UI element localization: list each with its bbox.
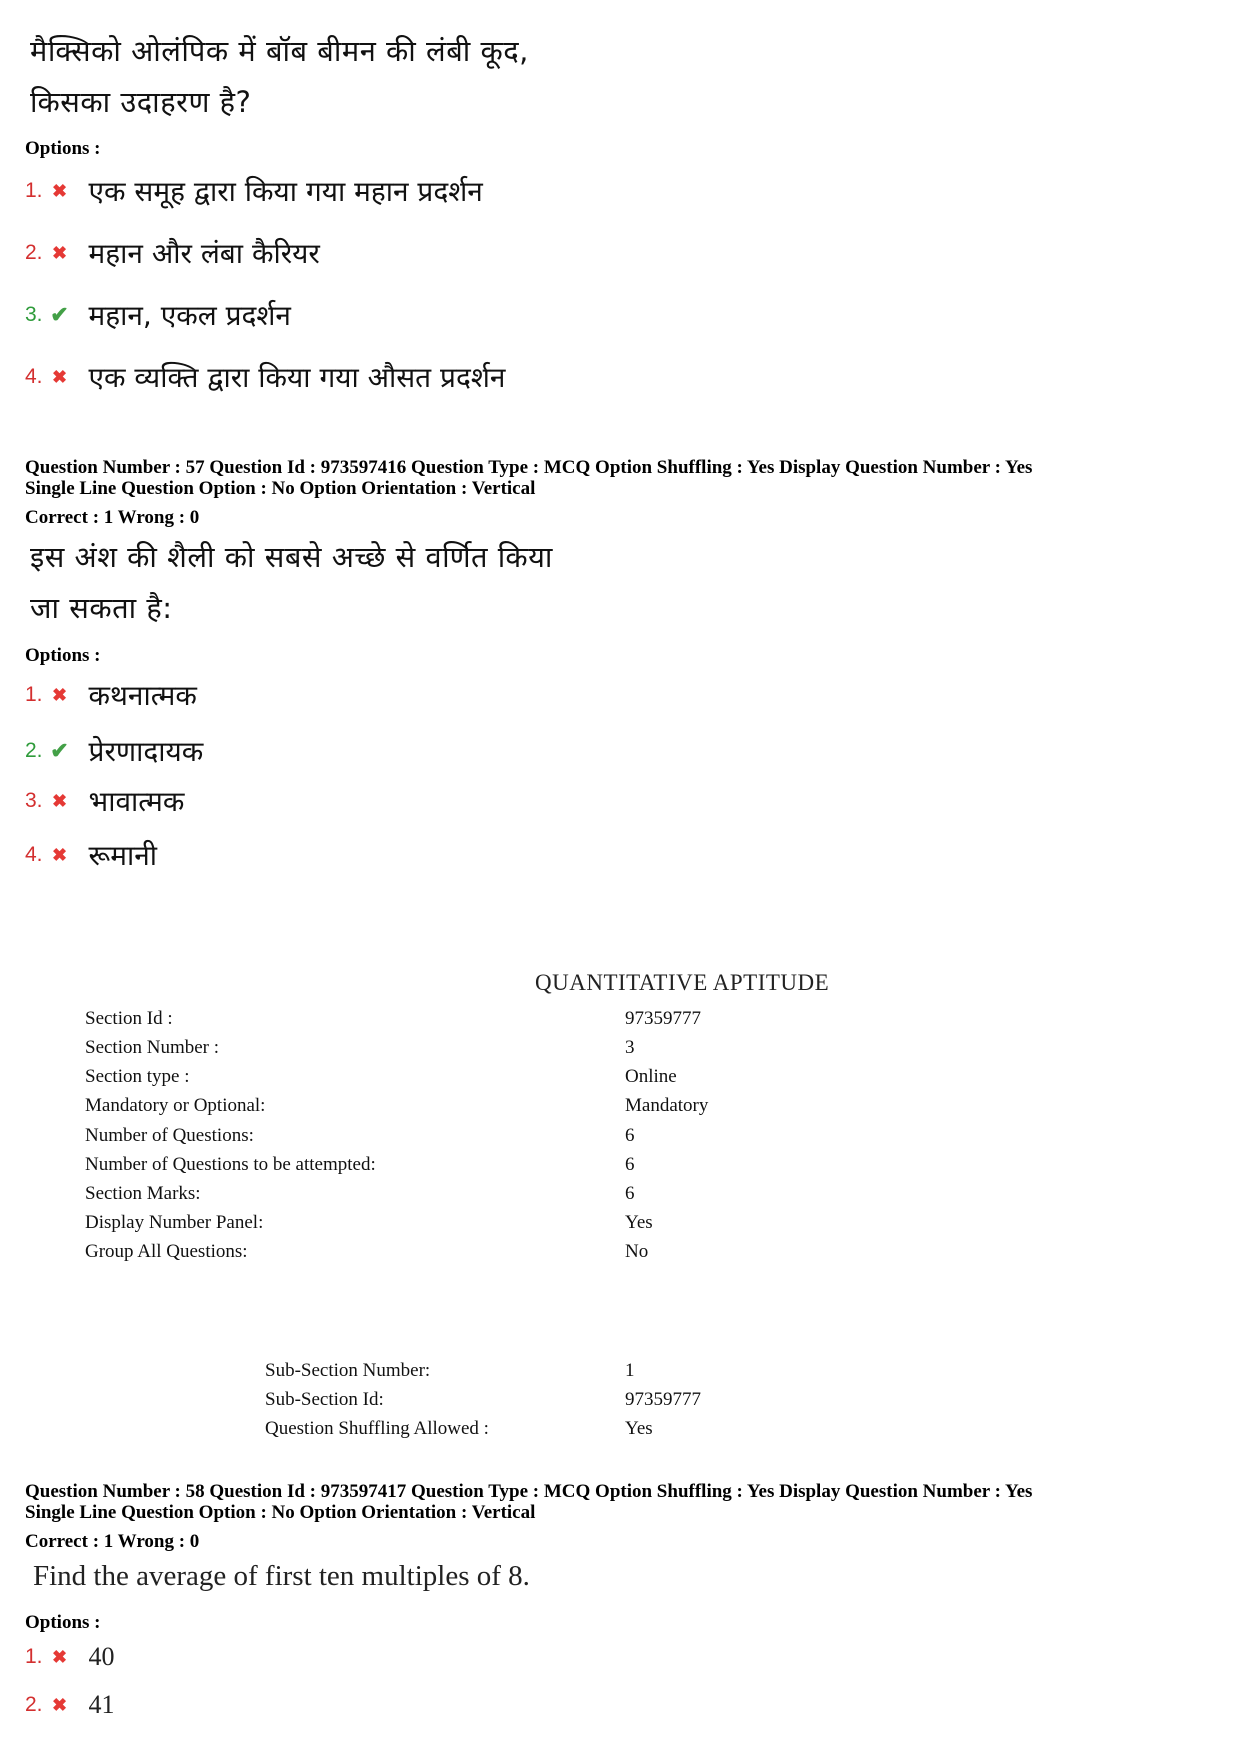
question-text-line: मैक्सिको ओलंपिक में बॉब बीमन की लंबी कूद, [30, 34, 529, 68]
options-label: Options : [25, 1612, 101, 1633]
question-meta [25, 1481, 1032, 1523]
option-number: 3. [25, 789, 43, 812]
option-number: 1. [25, 179, 43, 202]
section-title: QUANTITATIVE APTITUDE [535, 970, 830, 995]
option-text: प्रेरणादायक [88, 735, 204, 768]
info-value: Yes [625, 1418, 653, 1439]
option-row [25, 172, 483, 210]
option-number: 2. [25, 241, 43, 264]
options-label: Options : [25, 138, 101, 159]
question-marks: Correct : 1 Wrong : 0 [25, 507, 200, 528]
option-number: 4. [25, 843, 43, 866]
cross-icon: ✖ [51, 684, 68, 705]
cross-icon: ✖ [51, 1646, 68, 1667]
option-text: 40 [88, 1642, 115, 1671]
option-text: रूमानी [88, 839, 158, 872]
option-row [25, 676, 197, 714]
question-meta-line: Question Number : 57 Question Id : 973597416 Question Type : MCQ Option Shuffling : Yes Display Question Number : Yes [25, 457, 1033, 478]
info-label: Number of Questions to be attempted: [85, 1154, 376, 1175]
option-row [25, 358, 505, 396]
option-number: 1. [25, 1645, 43, 1668]
info-value: 97359777 [625, 1389, 701, 1410]
option-text: एक समूह द्वारा किया गया महान प्रदर्शन [88, 175, 483, 208]
info-label: Mandatory or Optional: [85, 1095, 266, 1116]
option-row [25, 234, 320, 272]
info-value: Online [625, 1066, 677, 1087]
option-text: 41 [88, 1690, 115, 1719]
question-text [30, 532, 553, 634]
question-meta-line: Question Number : 58 Question Id : 973597417 Question Type : MCQ Option Shuffling : Yes Display Question Number : Yes [25, 1481, 1033, 1502]
info-value: 6 [625, 1183, 635, 1204]
option-row [25, 296, 291, 334]
option-row [25, 732, 203, 770]
info-label: Sub-Section Id: [265, 1389, 384, 1410]
option-text: एक व्यक्ति द्वारा किया गया औसत प्रदर्शन [88, 361, 506, 394]
option-number: 1. [25, 683, 43, 706]
option-row [25, 1690, 115, 1720]
info-value: 6 [625, 1154, 635, 1175]
info-value: No [625, 1241, 649, 1262]
info-value: 3 [625, 1037, 635, 1058]
question-text-line: जा सकता है: [30, 591, 173, 625]
cross-icon: ✖ [51, 790, 68, 811]
info-label: Sub-Section Number: [265, 1360, 431, 1381]
cross-icon: ✖ [51, 180, 68, 201]
option-text: कथनात्मक [88, 679, 197, 712]
info-label: Group All Questions: [85, 1241, 248, 1262]
info-value: Mandatory [625, 1095, 709, 1116]
info-label: Section type : [85, 1066, 190, 1087]
check-icon: ✔ [50, 302, 69, 327]
option-row [25, 1642, 115, 1672]
info-label: Display Number Panel: [85, 1212, 264, 1233]
option-text: भावात्मक [88, 785, 185, 818]
info-value: Yes [625, 1212, 653, 1233]
info-label: Section Number : [85, 1037, 220, 1058]
info-value: 97359777 [625, 1008, 701, 1029]
question-marks: Correct : 1 Wrong : 0 [25, 1531, 200, 1552]
option-number: 3. [25, 303, 43, 326]
question-text-line: किसका उदाहरण है? [30, 85, 252, 119]
info-value: 1 [625, 1360, 635, 1381]
check-icon: ✔ [50, 738, 69, 763]
info-label: Question Shuffling Allowed : [265, 1418, 489, 1439]
cross-icon: ✖ [51, 1694, 68, 1715]
option-text: महान, एकल प्रदर्शन [88, 299, 291, 332]
info-label: Section Id : [85, 1008, 173, 1029]
options-label: Options : [25, 645, 101, 666]
question-meta-line: Single Line Question Option : No Option Orientation : Vertical [25, 478, 536, 499]
cross-icon: ✖ [51, 242, 68, 263]
option-row [25, 782, 184, 820]
option-row [25, 836, 157, 874]
cross-icon: ✖ [51, 844, 68, 865]
question-text-line: इस अंश की शैली को सबसे अच्छे से वर्णित किया [30, 540, 553, 574]
option-number: 2. [25, 739, 43, 762]
info-value: 6 [625, 1125, 635, 1146]
option-number: 2. [25, 1693, 43, 1716]
option-number: 4. [25, 365, 43, 388]
question-meta [25, 457, 1032, 499]
cross-icon: ✖ [51, 366, 68, 387]
question-text: Find the average of first ten multiples of 8. [33, 1560, 530, 1592]
option-text: महान और लंबा कैरियर [88, 237, 320, 270]
info-label: Section Marks: [85, 1183, 201, 1204]
question-meta-line: Single Line Question Option : No Option Orientation : Vertical [25, 1502, 536, 1523]
info-label: Number of Questions: [85, 1125, 254, 1146]
question-text [30, 26, 529, 128]
